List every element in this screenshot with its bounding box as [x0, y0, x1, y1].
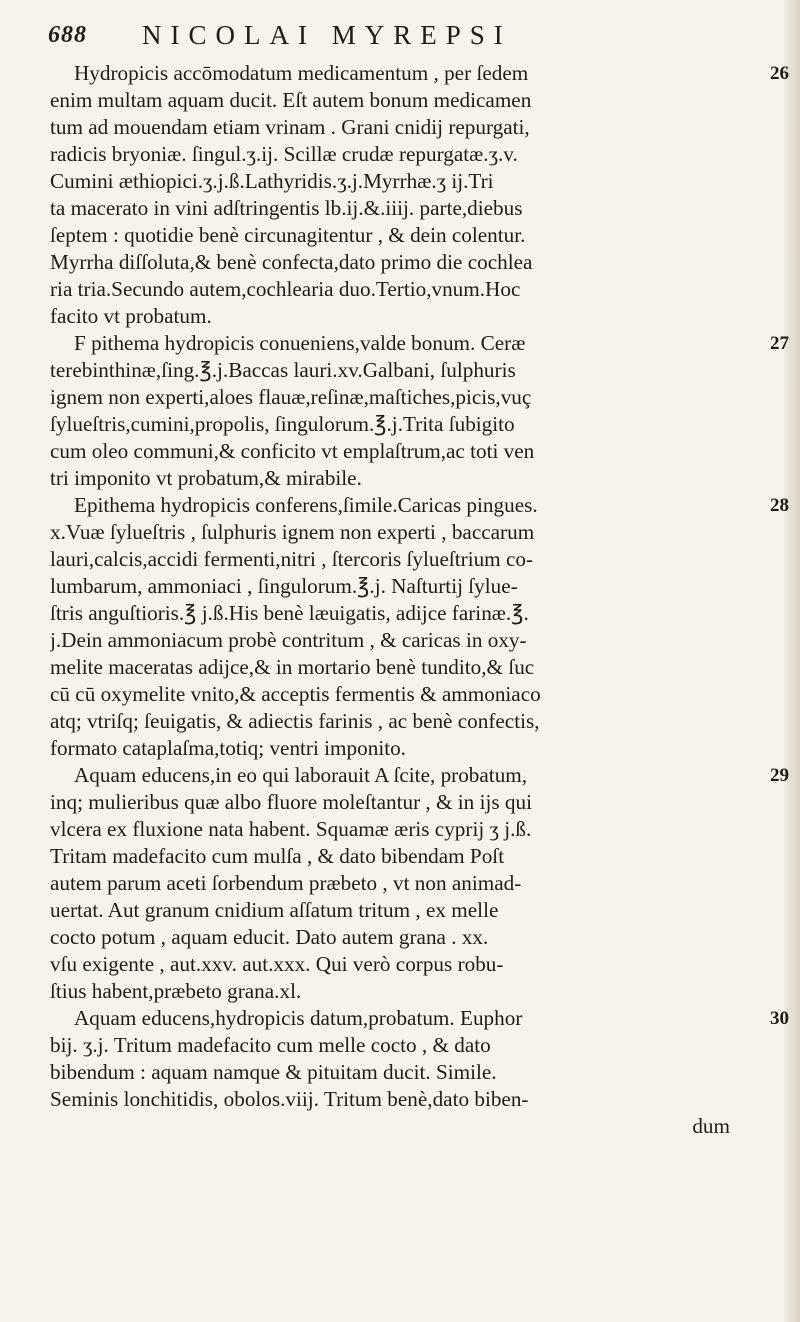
- text-line: Aquam educens,hydropicis datum,probatum. Euphor: [74, 1006, 523, 1030]
- text-line: dum: [692, 1114, 730, 1138]
- text-line: Myrrha diſſoluta,& benè confecta,dato primo die cochlea: [50, 250, 533, 274]
- text-line: Aquam educens,in eo qui laborauit A ſcite, probatum,: [74, 763, 528, 787]
- text-line: ſtris anguſtioris.℥ j.ß.His benè læuigatis, adijce farinæ.℥.: [50, 601, 529, 625]
- page-number: 688: [48, 22, 87, 48]
- text-line: ria tria.Secundo autem,cochlearia duo.Tertio,vnum.Hoc: [50, 277, 521, 301]
- page-edge-shadow: [784, 0, 800, 1322]
- text-line: x.Vuæ ſylueſtris , ſulphuris ignem non experti , baccarum: [50, 520, 535, 544]
- page-header: [48, 18, 748, 58]
- marginal-number: 26: [770, 63, 789, 84]
- text-line: vſu exigente , aut.xxv. aut.xxx. Qui verò corpus robu-: [50, 952, 504, 976]
- text-line: bij. ʒ.j. Tritum madefacito cum melle cocto , & dato: [50, 1033, 491, 1057]
- text-line: cū cū oxymelite vnito,& acceptis fermentis & ammoniaco: [50, 682, 541, 706]
- text-line: cum oleo communi,& conficito vt emplaſtrum,ac toti ven: [50, 439, 535, 463]
- text-line: inq; mulieribus quæ albo fluore moleſtantur , & in ijs qui: [50, 790, 532, 814]
- text-line: terebinthinæ,ſing.℥.j.Baccas lauri.xv.Galbani, ſulphuris: [50, 358, 516, 382]
- text-line: ſtius habent,præbeto grana.xl.: [50, 979, 302, 1003]
- running-head: NICOLAI MYREPSI: [142, 20, 512, 50]
- text-line: F pithema hydropicis conueniens,valde bonum. Ceræ: [74, 331, 526, 355]
- text-line: ta macerato in vini adſtringentis lb.ij.&.iiij. parte,diebus: [50, 196, 523, 220]
- text-line: lauri,calcis,accidi fermenti,nitri , ſtercoris ſylueſtrium co-: [50, 547, 534, 571]
- marginal-number: 27: [770, 333, 789, 354]
- marginal-number: 30: [770, 1008, 789, 1029]
- text-line: tri imponito vt probatum,& mirabile.: [50, 466, 362, 490]
- marginal-number: 28: [770, 495, 789, 516]
- text-line: lumbarum, ammoniaci , ſingulorum.℥.j. Naſturtij ſylue-: [50, 574, 518, 598]
- text-line: Cumini æthiopici.ʒ.j.ß.Lathyridis.ʒ.j.Myrrhæ.ʒ ij.Tri: [50, 169, 494, 193]
- text-line: Seminis lonchitidis, obolos.viij. Tritum benè,dato biben-: [50, 1087, 529, 1111]
- text-line: vlcera ex fluxione nata habent. Squamæ æris cyprij ʒ j.ß.: [50, 817, 532, 841]
- text-line: uertat. Aut granum cnidium aſſatum tritum , ex melle: [50, 898, 499, 922]
- text-line: radicis bryoniæ. ſingul.ʒ.ij. Scillæ crudæ repurgatæ.ʒ.v.: [50, 142, 518, 166]
- text-line: Hydropicis accōmodatum medicamentum , per ſedem: [74, 61, 529, 85]
- text-line: formato cataplaſma,totiq; ventri imponito.: [50, 736, 406, 760]
- text-line: facito vt probatum.: [50, 304, 212, 328]
- text-line: ignem non experti,aloes flauæ,reſinæ,maſtiches,picis,vuç: [50, 385, 532, 409]
- text-line: autem parum aceti ſorbendum præbeto , vt non animad-: [50, 871, 522, 895]
- text-line: Epithema hydropicis conferens,ſimile.Caricas pingues.: [74, 493, 538, 517]
- text-line: ſeptem : quotidie benè circunagitentur , & dein colentur.: [50, 223, 526, 247]
- text-line: melite maceratas adijce,& in mortario benè tundito,& ſuc: [50, 655, 535, 679]
- text-line: tum ad mouendam etiam vrinam . Grani cnidij repurgati,: [50, 115, 530, 139]
- text-line: j.Dein ammoniacum probè contritum , & caricas in oxy-: [50, 628, 527, 652]
- text-line: cocto potum , aquam educit. Dato autem grana . xx.: [50, 925, 489, 949]
- text-line: bibendum : aquam namque & pituitam ducit. Simile.: [50, 1060, 497, 1084]
- body-text: [50, 60, 789, 1140]
- marginal-number: 29: [770, 765, 789, 786]
- text-line: enim multam aquam ducit. Eſt autem bonum medicamen: [50, 88, 532, 112]
- text-line: Tritam madefacito cum mulſa , & dato bibendam Poſt: [50, 844, 505, 868]
- text-line: atq; vtriſq; ſeuigatis, & adiectis farinis , ac benè confectis,: [50, 709, 540, 733]
- text-line: ſylueſtris,cumini,propolis, ſingulorum.℥.j.Trita ſubigito: [50, 412, 515, 436]
